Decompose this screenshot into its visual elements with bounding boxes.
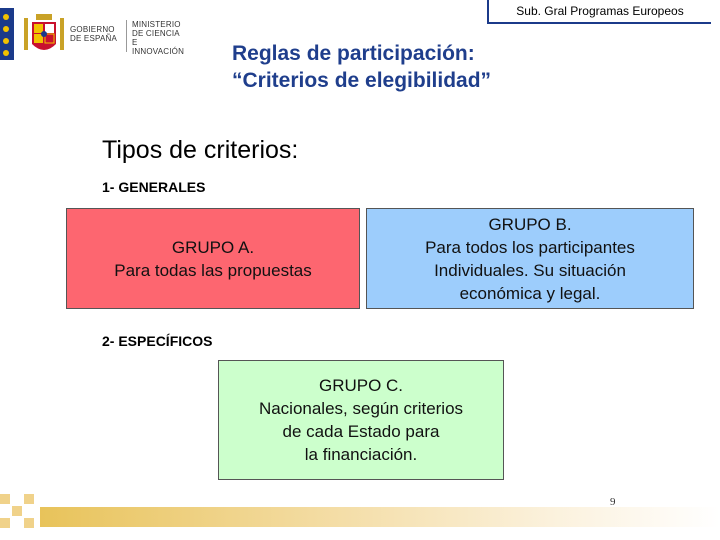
government-logo: [18, 8, 188, 60]
star-icon: [3, 50, 9, 56]
section-generales: 1- GENERALES: [102, 179, 206, 195]
star-icon: [3, 38, 9, 44]
group-c-line: de cada Estado para: [282, 422, 440, 441]
group-a-title: GRUPO A.: [171, 237, 255, 257]
footer-square: [24, 518, 34, 528]
page-number: 9: [610, 496, 616, 508]
group-c-title: GRUPO C.: [318, 376, 404, 395]
group-c-line: Nacionales, según criterios: [258, 399, 464, 418]
footer-bar: [40, 507, 720, 527]
group-b-title: GRUPO B.: [488, 214, 572, 234]
section-especificos: 2- ESPECÍFICOS: [102, 333, 213, 349]
eu-flag-strip: [0, 8, 14, 60]
group-c-box: [218, 360, 504, 480]
group-b-line: Individuales. Su situación: [434, 260, 626, 280]
criteria-heading: Tipos de criterios:: [102, 136, 299, 164]
title-line-2: “Criterios de elegibilidad”: [232, 69, 492, 92]
coat-of-arms-icon: [22, 10, 66, 58]
footer-square: [24, 494, 34, 504]
group-a-line: Para todas las propuestas: [114, 260, 312, 280]
gobierno-label: GOBIERNO DE ESPAÑA: [70, 25, 117, 43]
org-label: Sub. Gral Programas Europeos: [487, 0, 711, 24]
footer-square: [12, 506, 22, 516]
ministerio-label: MINISTERIO DE CIENCIA E INNOVACIÓN: [132, 20, 185, 56]
footer-square: [0, 518, 10, 528]
star-icon: [3, 14, 9, 20]
group-b-line: Para todos los participantes: [425, 237, 635, 257]
group-a-box: [66, 208, 360, 309]
star-icon: [3, 26, 9, 32]
slide-title: [232, 40, 491, 94]
title-line-1: Reglas de participación:: [232, 42, 475, 65]
footer-square: [0, 494, 10, 504]
group-b-box: [366, 208, 694, 309]
logo-divider: [126, 20, 127, 52]
group-b-line: económica y legal.: [459, 283, 601, 303]
group-c-line: la financiación.: [304, 445, 418, 464]
